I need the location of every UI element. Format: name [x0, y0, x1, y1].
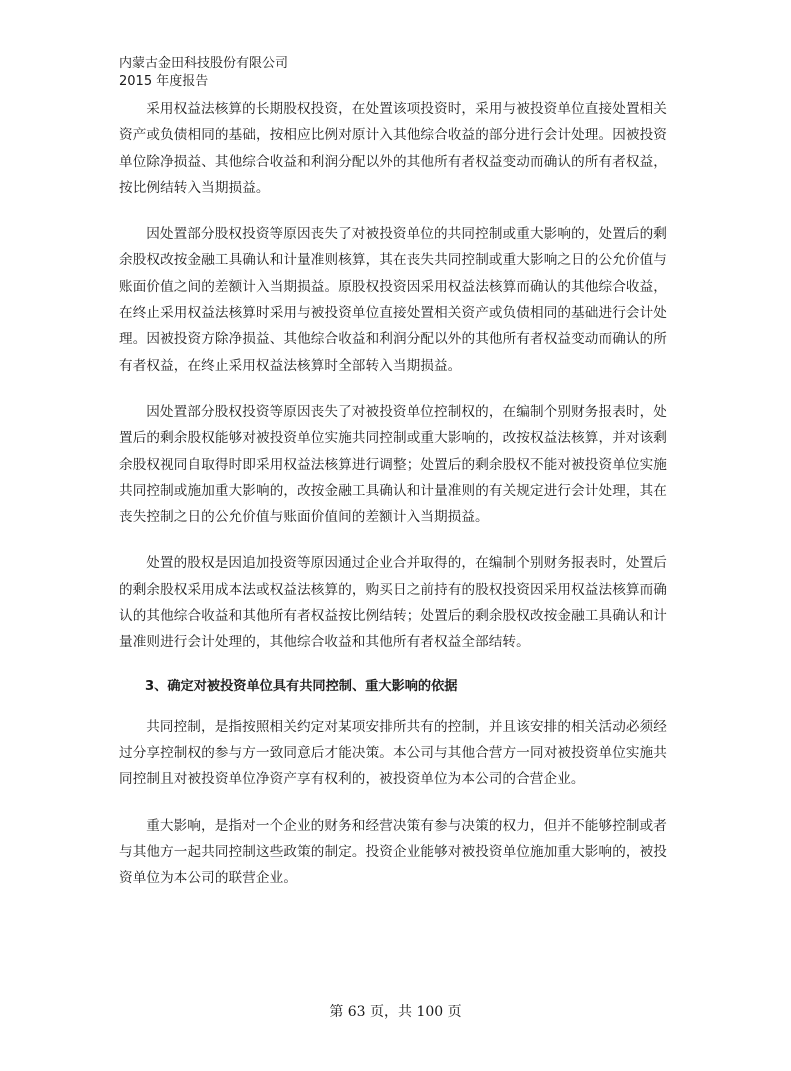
section-heading: 3、确定对被投资单位具有共同控制、重大影响的依据 — [145, 678, 458, 694]
paragraph-equity-method-disposal: 采用权益法核算的长期股权投资，在处置该项投资时，采用与被投资单位直接处置相关资产或负债相同的基础，按相应比例对原计入其他综合收益的部分进行会计处理。因被投资单位除净损益、其他综合收益和利润分配以外的其他所有者权益变动而确认的所有者权益，按比例结转入当期损益。 — [119, 101, 667, 196]
document-body — [119, 96, 667, 911]
paragraph-business-combination-disposal: 处置的股权是因追加投资等原因通过企业合并取得的，在编制个别财务报表时，处置后的剩余股权采用成本法或权益法核算的，购买日之前持有的股权投资因采用权益法核算而确认的其他综合收益和其他所有者权益按比例结转；处置后的剩余股权改按金融工具确认和计量准则进行会计处理的，其他综合收益和其他所有者权益全部结转。 — [119, 555, 667, 651]
report-title: 2015 年度报告 — [119, 74, 209, 89]
paragraph-joint-control-definition: 共同控制，是指按照相关约定对某项安排所共有的控制，并且该安排的相关活动必须经过分享控制权的参与方一致同意后才能决策。本公司与其他合营方一同对被投资单位实施共同控制且对被投资单位净资产享有权利的，被投资单位为本公司的合营企业。 — [119, 718, 667, 788]
paragraph-loss-of-joint-control: 因处置部分股权投资等原因丧失了对被投资单位的共同控制或重大影响的，处置后的剩余股权改按金融工具确认和计量准则核算，其在丧失共同控制或重大影响之日的公允价值与账面价值之间的差额计入当期损益。原股权投资因采用权益法核算而确认的其他综合收益，在终止采用权益法核算时采用与被投资单位直接处置相关资产或负债相同的基础进行会计处理。因被投资方除净损益、其他综合收益和利润分配以外的其他所有者权益变动而确认的所有者权益，在终止采用权益法核算时全部转入当期损益。 — [119, 226, 667, 374]
page-header — [119, 55, 679, 91]
page-number: 第 63 页，共 100 页 — [329, 1004, 462, 1020]
paragraph-significant-influence-definition: 重大影响，是指对一个企业的财务和经营决策有参与决策的权力，但并不能够控制或者与其他方一起共同控制这些政策的制定。投资企业能够对被投资单位施加重大影响的，被投资单位为本公司的联营企业。 — [119, 817, 667, 887]
paragraph-loss-of-control: 因处置部分股权投资等原因丧失了对被投资单位控制权的，在编制个别财务报表时，处置后的剩余股权能够对被投资单位实施共同控制或重大影响的，改按权益法核算，并对该剩余股权视同自取得时即采用权益法核算进行调整；处置后的剩余股权不能对被投资单位实施共同控制或施加重大影响的，改按金融工具确认和计量准则的有关规定进行会计处理，其在丧失控制之日的公允价值与账面价值间的差额计入当期损益。 — [119, 403, 667, 526]
company-name: 内蒙古金田科技股份有限公司 — [119, 56, 289, 71]
